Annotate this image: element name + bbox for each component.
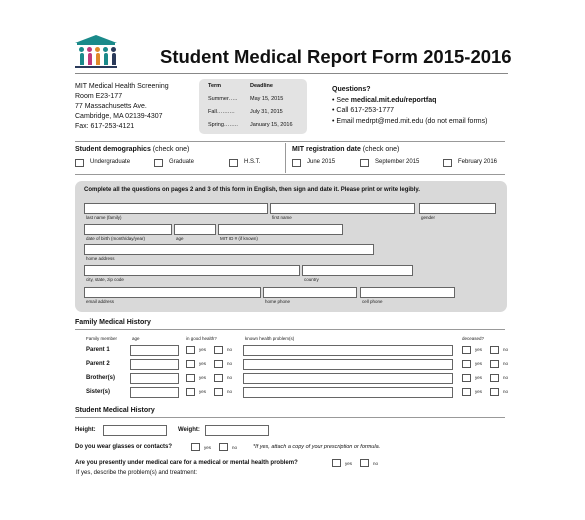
questions-block bbox=[332, 85, 487, 127]
address-line: Room E23-177 bbox=[75, 93, 123, 100]
deadline-date: May 15, 2015 bbox=[250, 96, 284, 102]
deadline-date: January 15, 2016 bbox=[250, 122, 293, 128]
deadline-term: Fall…….… bbox=[208, 109, 235, 115]
checkbox-label: February 2016 bbox=[458, 159, 498, 165]
health-yes-checkbox[interactable] bbox=[186, 388, 195, 396]
deadline-head-term: Term bbox=[208, 83, 222, 89]
yes-label: yes bbox=[199, 375, 207, 380]
column-header: known health problem(s) bbox=[245, 336, 295, 341]
address-line: MIT Medical Health Screening bbox=[75, 83, 169, 90]
health-problems-field[interactable] bbox=[243, 345, 453, 356]
weight-label: Weight: bbox=[178, 427, 200, 433]
questions-bullet: • See bbox=[332, 96, 351, 104]
health-yes-checkbox[interactable] bbox=[186, 360, 195, 368]
health-yes-checkbox[interactable] bbox=[186, 374, 195, 382]
health-problems-field[interactable] bbox=[243, 373, 453, 384]
last-name-field[interactable] bbox=[84, 203, 268, 214]
no-label: no bbox=[503, 389, 509, 394]
yes-label: yes bbox=[475, 389, 483, 394]
hst-checkbox[interactable] bbox=[229, 159, 238, 167]
graduate-checkbox[interactable] bbox=[154, 159, 163, 167]
field-label: MIT ID # (if known) bbox=[220, 236, 258, 241]
cell-phone-field[interactable] bbox=[360, 287, 455, 298]
deadline-date: July 31, 2015 bbox=[250, 109, 283, 115]
family-member-label: Parent 1 bbox=[86, 347, 110, 353]
family-member-label: Sister(s) bbox=[86, 389, 111, 395]
deceased-no-checkbox[interactable] bbox=[490, 346, 499, 354]
yes-label: yes bbox=[345, 461, 353, 466]
family-age-field[interactable] bbox=[130, 345, 179, 356]
address-line: Cambridge, MA 02139-4307 bbox=[75, 113, 163, 120]
registration-label: MIT registration date (check one) bbox=[292, 146, 400, 153]
checkbox-label: H.S.T. bbox=[244, 159, 261, 165]
logo-roof-icon bbox=[75, 35, 117, 43]
home-phone-field[interactable] bbox=[263, 287, 357, 298]
no-label: no bbox=[227, 375, 233, 380]
height-field[interactable] bbox=[103, 425, 167, 436]
june-2015-checkbox[interactable] bbox=[292, 159, 301, 167]
february-2016-checkbox[interactable] bbox=[443, 159, 452, 167]
health-problems-field[interactable] bbox=[243, 359, 453, 370]
height-label: Height: bbox=[75, 427, 96, 433]
field-label: date of birth (month/day/year) bbox=[86, 236, 146, 241]
deceased-yes-checkbox[interactable] bbox=[462, 360, 471, 368]
field-label: last name (family) bbox=[86, 215, 122, 220]
yes-label: yes bbox=[199, 361, 207, 366]
home-address-field[interactable] bbox=[84, 244, 374, 255]
page-title: Student Medical Report Form 2015-2016 bbox=[160, 46, 512, 67]
no-label: no bbox=[227, 347, 233, 352]
checkbox-label: June 2015 bbox=[307, 159, 336, 165]
family-history-title: Family Medical History bbox=[75, 319, 151, 326]
deadline-term: Summer….. bbox=[208, 96, 238, 102]
no-label: no bbox=[227, 389, 233, 394]
deadline-table bbox=[199, 79, 307, 134]
first-name-field[interactable] bbox=[270, 203, 415, 214]
deadline-term: Spring…….. bbox=[208, 122, 238, 128]
no-label: no bbox=[503, 361, 509, 366]
field-label: country bbox=[304, 277, 319, 282]
glasses-question: Do you wear glasses or contacts? bbox=[75, 444, 173, 450]
health-no-checkbox[interactable] bbox=[214, 360, 223, 368]
deceased-no-checkbox[interactable] bbox=[490, 360, 499, 368]
checkbox-label: September 2015 bbox=[375, 159, 420, 165]
field-label: cell phone bbox=[362, 299, 383, 304]
yes-label: yes bbox=[475, 347, 483, 352]
glasses-note: *If yes, attach a copy of your prescription or formula. bbox=[253, 444, 381, 450]
field-label: home address bbox=[86, 256, 115, 261]
column-header: age bbox=[132, 336, 140, 341]
family-member-label: Parent 2 bbox=[86, 361, 110, 367]
deceased-yes-checkbox[interactable] bbox=[462, 346, 471, 354]
address-line: 77 Massachusetts Ave. bbox=[75, 103, 147, 110]
health-no-checkbox[interactable] bbox=[214, 374, 223, 382]
health-problems-field[interactable] bbox=[243, 387, 453, 398]
checkbox-label: Graduate bbox=[169, 159, 195, 165]
address-block bbox=[75, 82, 169, 132]
yes-label: yes bbox=[199, 347, 207, 352]
undergraduate-checkbox[interactable] bbox=[75, 159, 84, 167]
yes-label: yes bbox=[204, 445, 212, 450]
field-label: first name bbox=[272, 215, 292, 220]
deceased-yes-checkbox[interactable] bbox=[462, 388, 471, 396]
health-yes-checkbox[interactable] bbox=[186, 346, 195, 354]
medical-care-question: Are you presently under medical care for a medical or mental health problem? bbox=[75, 460, 298, 466]
family-age-field[interactable] bbox=[130, 387, 179, 398]
glasses-no-checkbox[interactable] bbox=[219, 443, 228, 451]
no-label: no bbox=[227, 361, 233, 366]
health-no-checkbox[interactable] bbox=[214, 388, 223, 396]
deceased-no-checkbox[interactable] bbox=[490, 388, 499, 396]
field-label: city, state, zip code bbox=[86, 277, 124, 282]
deceased-no-checkbox[interactable] bbox=[490, 374, 499, 382]
city-state-zip-field[interactable] bbox=[84, 265, 300, 276]
glasses-yes-checkbox[interactable] bbox=[191, 443, 200, 451]
no-label: no bbox=[373, 461, 379, 466]
family-age-field[interactable] bbox=[130, 359, 179, 370]
care-no-checkbox[interactable] bbox=[360, 459, 369, 467]
date-of-birth-field[interactable] bbox=[84, 224, 172, 235]
family-member-label: Brother(s) bbox=[86, 375, 116, 381]
care-yes-checkbox[interactable] bbox=[332, 459, 341, 467]
checkbox-label: Undergraduate bbox=[90, 159, 131, 165]
deceased-yes-checkbox[interactable] bbox=[462, 374, 471, 382]
care-followup: If yes, describe the problem(s) and treatment: bbox=[76, 470, 198, 476]
column-header: in good health? bbox=[186, 336, 217, 341]
field-label: email address bbox=[86, 299, 115, 304]
yes-label: yes bbox=[199, 389, 207, 394]
age-field[interactable] bbox=[174, 224, 216, 235]
gender-field[interactable] bbox=[419, 203, 496, 214]
student-history-title: Student Medical History bbox=[75, 407, 155, 414]
no-label: no bbox=[503, 375, 509, 380]
address-line: Fax: 617-253-4121 bbox=[75, 123, 135, 130]
questions-email: • Email medrpt@med.mit.edu (do not email forms) bbox=[332, 117, 488, 125]
field-label: gender bbox=[421, 215, 436, 220]
no-label: no bbox=[503, 347, 509, 352]
country-field[interactable] bbox=[302, 265, 413, 276]
health-no-checkbox[interactable] bbox=[214, 346, 223, 354]
no-label: no bbox=[232, 445, 238, 450]
weight-field[interactable] bbox=[205, 425, 269, 436]
faq-link[interactable]: medical.mit.edu/reportfaq bbox=[350, 96, 437, 104]
demographics-label: Student demographics (check one) bbox=[75, 146, 190, 153]
deadline-head-deadline: Deadline bbox=[250, 83, 273, 89]
yes-label: yes bbox=[475, 375, 483, 380]
mit-medical-logo bbox=[75, 35, 117, 71]
yes-label: yes bbox=[475, 361, 483, 366]
field-label: home phone bbox=[265, 299, 291, 304]
instructions-text: Complete all the questions on pages 2 and 3 of this form in English, then sign and date it. Please print or write legibly. bbox=[84, 187, 420, 193]
column-header: Family member bbox=[86, 336, 118, 341]
email-address-field[interactable] bbox=[84, 287, 261, 298]
september-2015-checkbox[interactable] bbox=[360, 159, 369, 167]
questions-heading: Questions? bbox=[332, 86, 371, 93]
family-age-field[interactable] bbox=[130, 373, 179, 384]
field-label: age bbox=[176, 236, 184, 241]
mit-id-field[interactable] bbox=[218, 224, 343, 235]
column-header: deceased? bbox=[462, 336, 485, 341]
questions-phone: • Call 617-253-1777 bbox=[332, 107, 394, 114]
